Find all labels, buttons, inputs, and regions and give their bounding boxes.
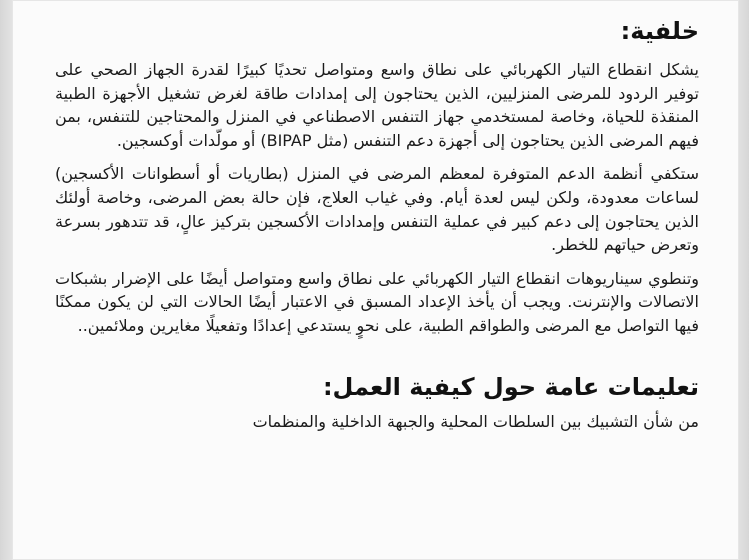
section-heading-general-instructions: تعليمات عامة حول كيفية العمل: bbox=[322, 372, 699, 401]
section-heading-background: خلفية: bbox=[620, 17, 699, 45]
document-content bbox=[55, 14, 699, 443]
section-spacer bbox=[55, 348, 699, 370]
paragraph-background-3: وتنطوي سيناريوهات انقطاع التيار الكهربائي على نطاق واسع ومتواصل أيضًا على الإضرار بشبكات الاتصالات والإنترنت. ويجب أن يأخذ الإعداد المسبق في الاعتبار أيضًا الحالات التي لن يكون ممكنًا فيها التواصل مع المرضى والطواقم الطبية، على نحوٍ يستدعي إعدادًا وتفعيلًا مغايرين وملائمين.. bbox=[55, 268, 699, 335]
paragraph-general-instructions-start: من شأن التشبيك بين السلطات المحلية والجبهة الداخلية والمنظمات bbox=[252, 411, 699, 431]
document-page bbox=[12, 0, 739, 560]
paragraph-background-2: ستكفي أنظمة الدعم المتوفرة لمعظم المرضى في المنزل (بطاريات أو أسطوانات الأكسجين) لساعات معدودة، ولكن ليس لعدة أيام. وفي غياب العلاج، فإن حالة بعض المرضى، وخاصة أولئك الذين يحتاجون إلى دعم كبير في عملية التنفس وإمدادات الأكسجين بتركيز عالٍ، قد تتدهور بسرعة وتعرض حياتهم للخطر. bbox=[55, 164, 699, 255]
paragraph-background-1: يشكل انقطاع التيار الكهربائي على نطاق واسع ومتواصل تحديًا كبيرًا لقدرة الجهاز الصحي على توفير الردود للمرضى المنزليين، الذين يحتاجون إلى إمدادات طاقة لغرض تشغيل الأجهزة الطبية المنقذة للحياة، وخاصة لمستخدمي جهاز التنفس الاصطناعي في المنزل والمحتاجين للتنفس، بمن فيهم المرضى الذين يحتاجون إلى أجهزة دعم التنفس (مثل BIPAP) أو مولّدات أوكسجين. bbox=[55, 60, 699, 150]
